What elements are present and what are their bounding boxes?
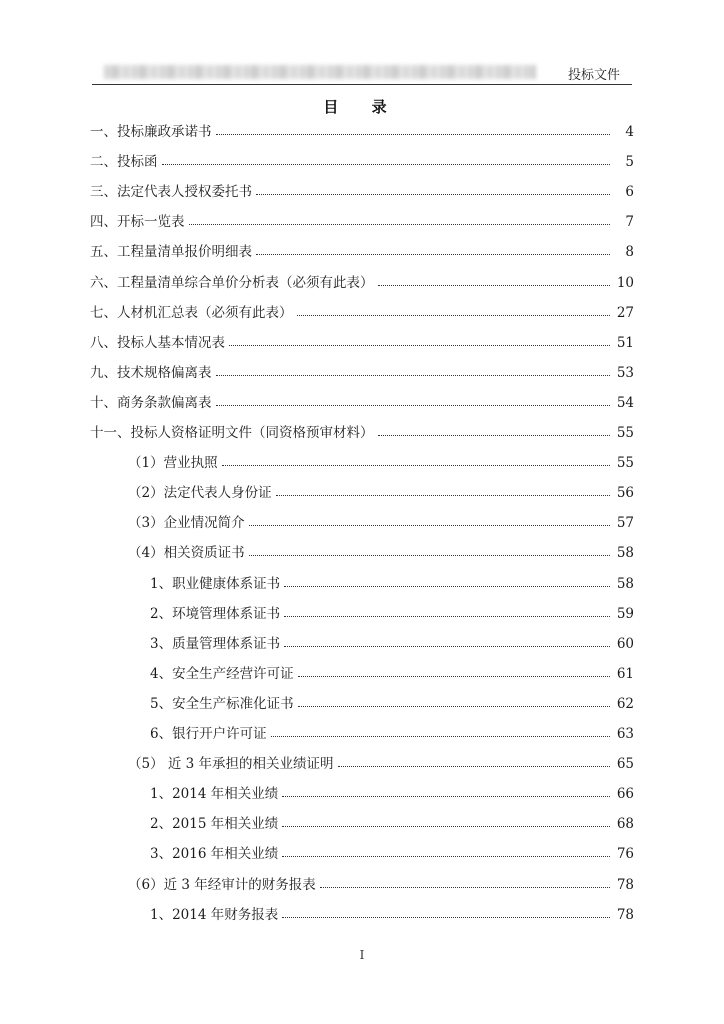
toc-entry-label: 十、商务条款偏离表 <box>90 395 212 411</box>
toc-entry <box>128 451 634 471</box>
toc-entry-label: （4）相关资质证书 <box>128 545 245 561</box>
toc-entry-label: （6）近 3 年经审计的财务报表 <box>128 877 316 893</box>
toc-entry <box>150 842 634 862</box>
toc-entry-page: 63 <box>616 726 634 742</box>
toc-entry-label: （5） 近 3 年承担的相关业绩证明 <box>128 756 334 772</box>
toc-entry <box>90 271 634 291</box>
toc-entry <box>90 391 634 411</box>
toc-entry <box>90 240 634 260</box>
toc-entry-label: 四、开标一览表 <box>90 214 185 230</box>
toc-entry-label: 二、投标函 <box>90 154 158 170</box>
toc-entry <box>150 903 634 923</box>
toc-entry-label: 6、银行开户许可证 <box>150 726 267 742</box>
toc-dot-leader <box>297 315 611 316</box>
toc-entry <box>90 120 634 140</box>
toc-dot-leader <box>338 766 610 767</box>
page-header <box>92 62 632 84</box>
toc-entry <box>150 692 634 712</box>
toc-dot-leader <box>216 134 611 135</box>
toc-entry-page: 27 <box>616 305 634 321</box>
toc-dot-leader <box>189 224 611 225</box>
toc-entry <box>90 210 634 230</box>
toc-entry-label: 2、2015 年相关业绩 <box>150 816 279 832</box>
toc-entry <box>90 421 634 441</box>
toc-entry-label: 1、职业健康体系证书 <box>150 576 281 592</box>
toc-entry <box>128 511 634 531</box>
toc-entry-page: 66 <box>616 786 634 802</box>
toc-entry-page: 78 <box>616 877 634 893</box>
toc-entry-page: 57 <box>616 515 634 531</box>
toc-entry-label: 三、法定代表人授权委托书 <box>90 184 252 200</box>
toc-entry-label: 六、工程量清单综合单价分析表（必须有此表） <box>90 275 374 291</box>
toc-entry-label: 3、质量管理体系证书 <box>150 636 281 652</box>
toc-entry-page: 4 <box>625 124 634 140</box>
toc-entry-page: 5 <box>625 154 634 170</box>
toc-entry <box>128 481 634 501</box>
toc-dot-leader <box>282 796 610 797</box>
toc-dot-leader <box>276 495 610 496</box>
toc-entry <box>128 873 634 893</box>
toc-dot-leader <box>284 646 610 647</box>
toc-entry <box>90 180 634 200</box>
toc-dot-leader <box>162 164 611 165</box>
toc-entry-page: 59 <box>616 606 634 622</box>
footer-page-number: I <box>359 948 365 962</box>
toc-entry-page: 51 <box>616 335 634 351</box>
toc-dot-leader <box>222 465 610 466</box>
toc-dot-leader <box>282 826 610 827</box>
toc-entry-label: 1、2014 年财务报表 <box>150 907 279 923</box>
toc-dot-leader <box>298 676 610 677</box>
toc-entry <box>90 301 634 321</box>
toc-entry-page: 65 <box>616 756 634 772</box>
header-divider <box>92 84 632 85</box>
toc-entry-page: 56 <box>616 485 634 501</box>
toc-entry-label: 3、2016 年相关业绩 <box>150 846 279 862</box>
toc-entry-label: 五、工程量清单报价明细表 <box>90 244 252 260</box>
toc-dot-leader <box>378 435 611 436</box>
toc-entry <box>150 572 634 592</box>
toc-entry-page: 61 <box>616 666 634 682</box>
toc-entry-page: 55 <box>616 425 634 441</box>
redacted-header-text <box>104 65 536 79</box>
toc-dot-leader <box>282 917 610 918</box>
toc-dot-leader <box>256 194 610 195</box>
toc-entry-label: （3）企业情况简介 <box>128 515 245 531</box>
toc-entry-page: 68 <box>616 816 634 832</box>
toc-entry-label: 4、安全生产经营许可证 <box>150 666 294 682</box>
toc-dot-leader <box>378 285 611 286</box>
toc-entry-page: 58 <box>616 545 634 561</box>
toc-entry-label: 5、安全生产标准化证书 <box>150 696 294 712</box>
toc-entry <box>150 662 634 682</box>
toc-dot-leader <box>216 405 611 406</box>
toc-entry-page: 8 <box>625 244 634 260</box>
toc-entry-label: 九、技术规格偏离表 <box>90 365 212 381</box>
toc-dot-leader <box>249 525 610 526</box>
toc-entry <box>90 150 634 170</box>
toc-dot-leader <box>216 375 611 376</box>
toc-dot-leader <box>229 345 610 346</box>
toc-dot-leader <box>284 586 610 587</box>
toc-entry-label: （2）法定代表人身份证 <box>128 485 272 501</box>
toc-entry-page: 58 <box>616 576 634 592</box>
toc-entry-label: 2、环境管理体系证书 <box>150 606 281 622</box>
toc-title: 目 录 <box>323 98 401 116</box>
toc-entry-page: 6 <box>625 184 634 200</box>
toc-dot-leader <box>298 706 610 707</box>
toc-entry-page: 53 <box>616 365 634 381</box>
toc-entry-page: 76 <box>616 846 634 862</box>
toc-entry-page: 7 <box>625 214 634 230</box>
toc-entry <box>90 331 634 351</box>
toc-entry <box>90 361 634 381</box>
toc-entry <box>150 602 634 622</box>
toc-entry-page: 78 <box>616 907 634 923</box>
toc-entry <box>128 752 634 772</box>
toc-entry-label: 1、2014 年相关业绩 <box>150 786 279 802</box>
toc-entry-label: （1）营业执照 <box>128 455 218 471</box>
toc-entry <box>150 812 634 832</box>
toc-entry <box>150 632 634 652</box>
toc-dot-leader <box>320 887 610 888</box>
toc-dot-leader <box>284 616 610 617</box>
toc-dot-leader <box>249 555 610 556</box>
toc-entry-page: 10 <box>616 275 634 291</box>
toc-entry <box>150 782 634 802</box>
toc-entry-label: 十一、投标人资格证明文件（同资格预审材料） <box>90 425 374 441</box>
toc-entry-label: 一、投标廉政承诺书 <box>90 124 212 140</box>
toc-entry-label: 七、人材机汇总表（必须有此表） <box>90 305 293 321</box>
toc-entry <box>128 541 634 561</box>
toc-entry-page: 54 <box>616 395 634 411</box>
header-title: 投标文件 <box>567 68 620 83</box>
toc-entry-page: 62 <box>616 696 634 712</box>
toc-entry-page: 60 <box>616 636 634 652</box>
toc-dot-leader <box>256 254 610 255</box>
toc-dot-leader <box>271 736 610 737</box>
toc-entry-page: 55 <box>616 455 634 471</box>
toc-entry-label: 八、投标人基本情况表 <box>90 335 225 351</box>
toc-entry <box>150 722 634 742</box>
toc-dot-leader <box>282 856 610 857</box>
